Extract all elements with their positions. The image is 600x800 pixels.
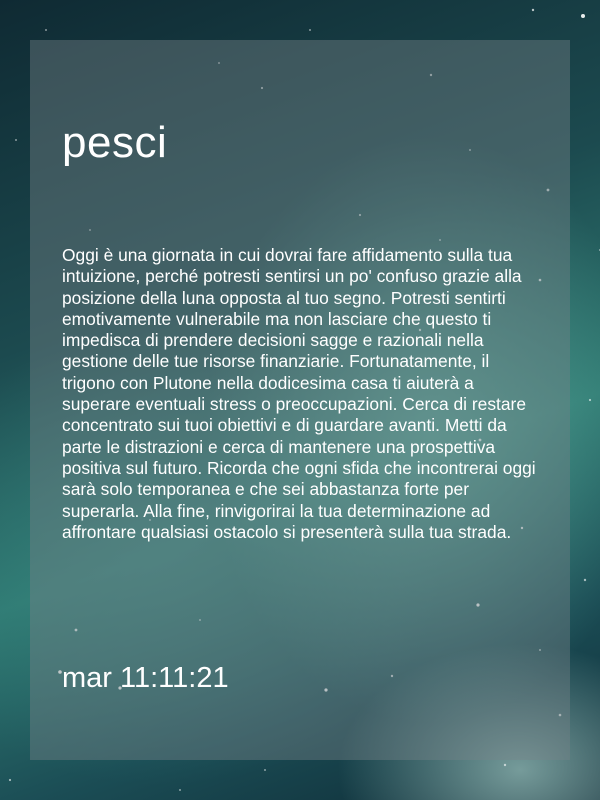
day-time-clock: mar 11:11:21	[62, 662, 229, 694]
horoscope-text: Oggi è una giornata in cui dovrai fare affidamento sulla tua intuizione, perché potresti sentirsi un po' confuso grazie alla posizione della luna opposta al tuo segno. Potresti sentirti emotivamente vulnerabile ma non lasciare che questo ti impedisca di prendere decisioni sagge e razionali nella gestione delle tue risorse finanziarie. Fortunatamente, il trigono con Plutone nella dodicesima casa ti aiuterà a superare eventuali stress o preoccupazioni. Cerca di restare concentrato sui tuoi obiettivi e di guardare avanti. Metti da parte le distrazioni e cerca di mantenere una prospettiva positiva sul futuro. Ricorda che ogni sfida che incontrerai oggi sarà solo temporanea e che sei abbastanza forte per superarla. Alla fine, rinvigorirai la tua determinazione ad affrontare qualsiasi ostacolo si presenterà sulla tua strada.	[62, 245, 536, 542]
horoscope-card	[30, 40, 570, 760]
zodiac-sign-title: pesci	[62, 118, 168, 167]
